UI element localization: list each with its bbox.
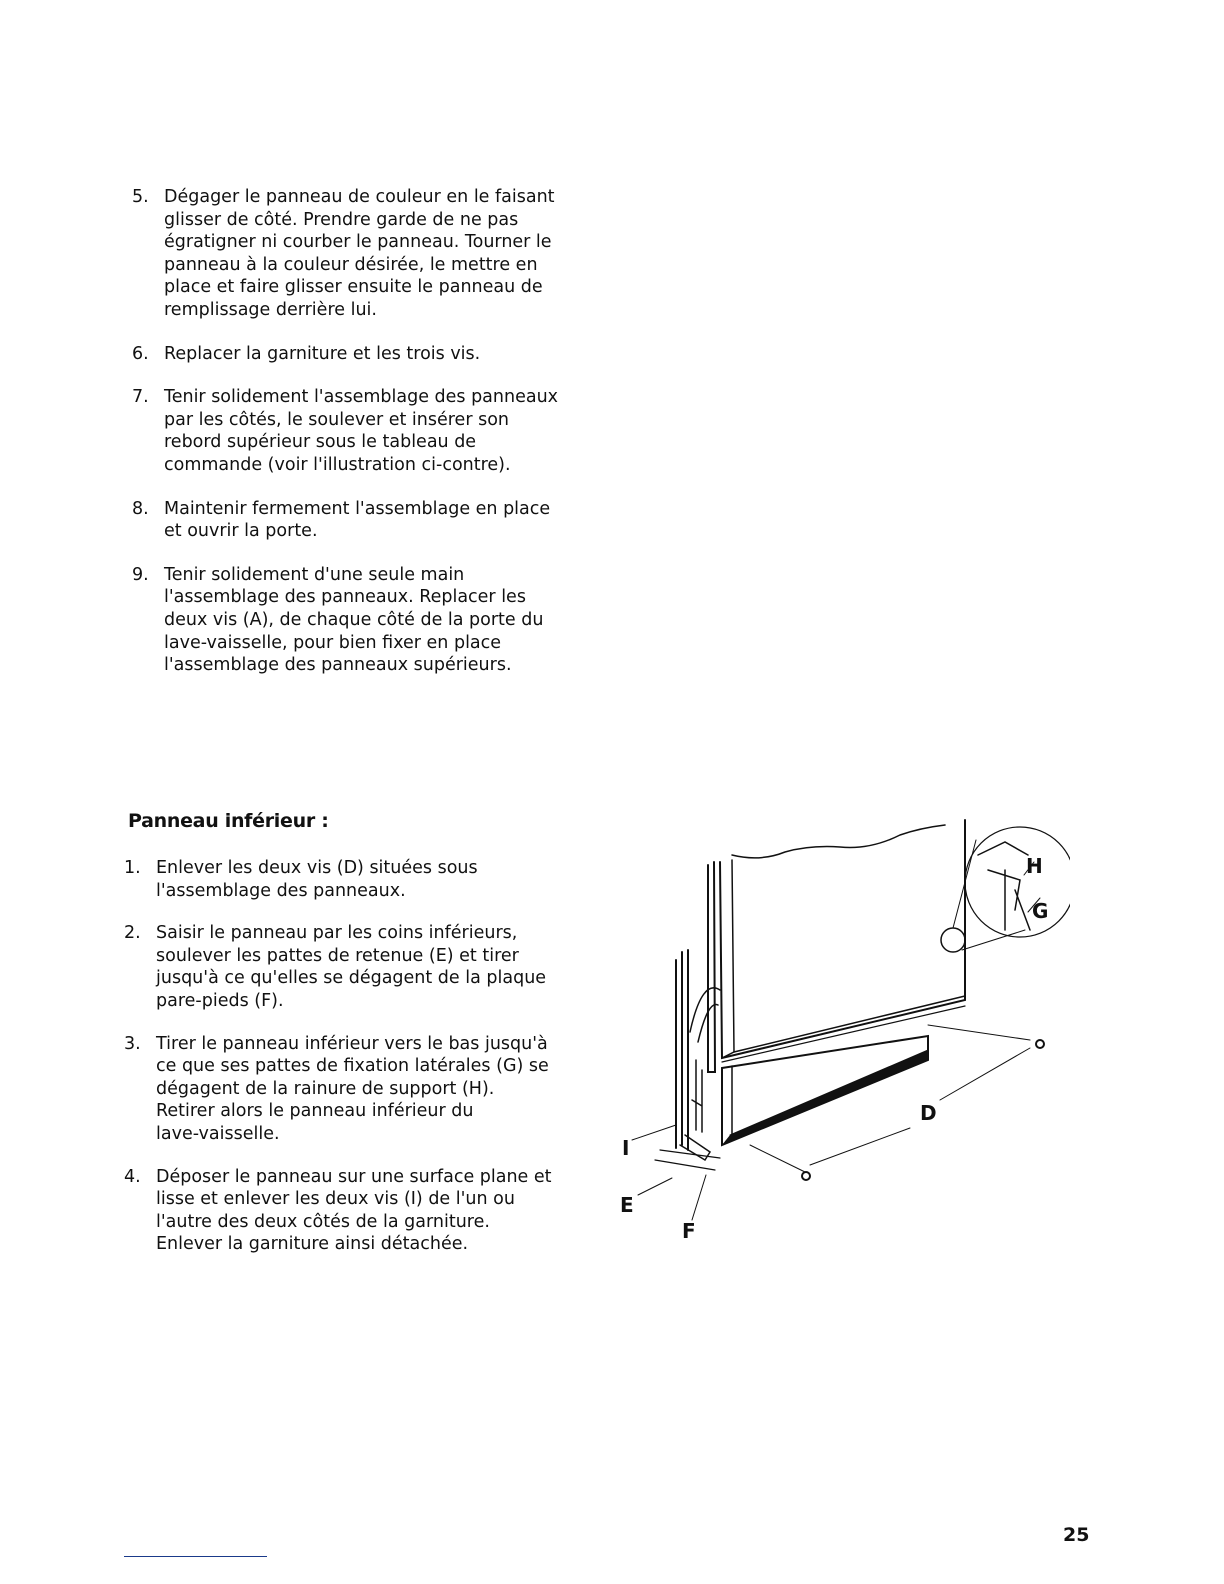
lower-panel-shadow [722,1050,928,1145]
step-number: 1. [124,858,141,878]
step-number: 6. [132,343,149,364]
list-item [130,386,600,476]
label-i: I [622,1136,630,1160]
list-item [122,922,592,1012]
label-h: H [1026,854,1043,878]
step-number: 7. [132,387,149,408]
step-text: Maintenir fermement l'assemblage en place et ouvrir la porte. [164,498,551,542]
step-text: Saisir le panneau par les coins inférieurs, soulever les pattes de retenue (E) et tirer jusqu'à ce qu'elles se dégagent de la plaque pare-pieds (F). [156,923,547,1011]
top-steps-list [130,186,600,698]
bottom-steps-list [122,857,592,1276]
lower-panel-diagram [610,800,1070,1250]
label-e: E [620,1193,634,1217]
step-number: 2. [124,923,141,944]
step-number: 8. [132,498,149,519]
screw-icon [802,1172,810,1180]
step-text: Tenir solidement l'assemblage des panneaux par les côtés, le soulever et insérer son rebord supérieur sous le tableau de commande (voir l'illustration ci-contre). [164,387,559,475]
list-item [122,1166,592,1256]
detail-circle [965,827,1070,937]
step-text: Enlever les deux vis (D) situées sous l'assemblage des panneaux. [156,858,478,901]
step-number: 9. [132,564,149,585]
step-text: Tirer le panneau inférieur vers le bas jusqu'à ce que ses pattes de fixation latérales (G) se dégagent de la rainure de support (H). Retirer alors le panneau inférieur du lave-vaisselle. [156,1033,549,1144]
cabinet-side [676,950,688,1150]
step-text: Tenir solidement d'une seule main l'assemblage des panneaux. Replacer les deux vis (A), de chaque côté de la porte du lave-vaisselle, pour bien fixer en place l'assemblage des panneaux supérieurs. [164,564,544,676]
list-item [130,186,600,322]
list-item [130,343,600,366]
list-item [122,1033,592,1146]
step-number: 5. [132,187,149,207]
list-item [130,564,600,677]
label-g: G [1032,899,1049,923]
door-frame [708,862,715,1072]
footer-rule [124,1556,267,1557]
label-f: F [682,1219,696,1243]
upper-panel-top-edge [732,825,945,858]
list-item [122,857,592,902]
screw-icon [1036,1040,1044,1048]
list-item [130,498,600,543]
step-text: Dégager le panneau de couleur en le faisant glisser de côté. Prendre garde de ne pas égratigner ni courber le panneau. Tourner le panneau à la couleur désirée, le mettre en place et faire glisser ensuite le panneau de remplissage derrière lui. [164,187,555,320]
step-text: Replacer la garniture et les trois vis. [164,343,481,364]
section-heading: Panneau inférieur : [128,810,329,832]
screw-d-line [928,1025,1030,1040]
page-number: 25 [1063,1524,1090,1546]
step-number: 4. [124,1166,141,1187]
upper-panel [720,820,965,1058]
step-text: Déposer le panneau sur une surface plane et lisse et enlever les deux vis (I) de l'un ou l'autre des deux côtés de la garniture. Enlever la garniture ainsi détachée. [156,1166,552,1255]
detail-circle-small [941,928,965,952]
step-number: 3. [124,1033,141,1054]
label-d: D [920,1101,937,1125]
